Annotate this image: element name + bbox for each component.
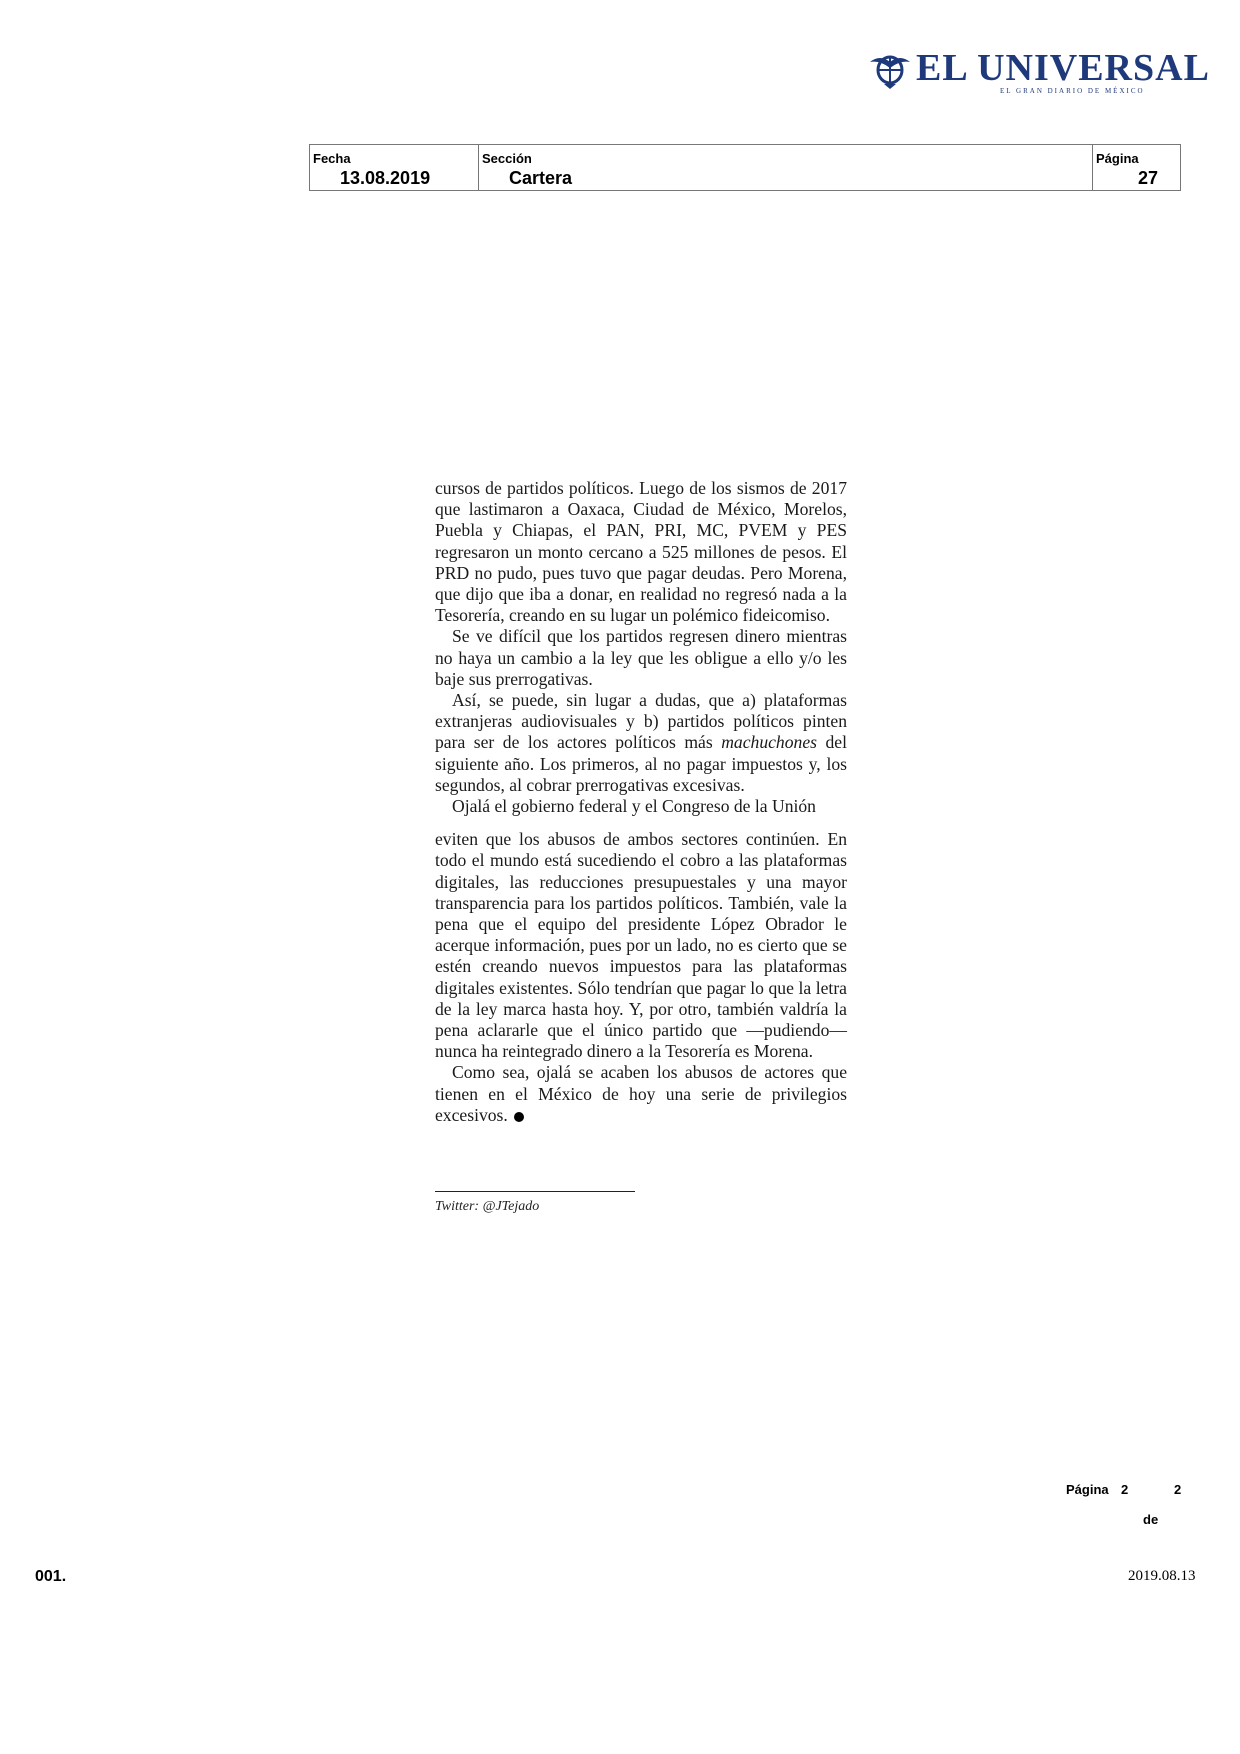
footer-pagina-label: Página — [1066, 1482, 1109, 1497]
author-twitter: Twitter: @JTejado — [435, 1199, 540, 1214]
footer-page-de: de — [1143, 1512, 1159, 1527]
globe-eagle-icon — [868, 50, 912, 90]
fecha-label: Fecha — [313, 151, 351, 166]
seccion-value: Cartera — [509, 168, 573, 188]
article-paragraph: Así, se puede, sin lugar a dudas, que a) plataformas extranjeras audiovisuales y b) partidos políticos pinten para ser de los actores políticos más machuchones del siguiente año. Los primeros, al no pagar impuestos y, los segundos, al cobrar prerrogativas excesivas. — [435, 690, 847, 795]
article-paragraph: Se ve difícil que los partidos regresen dinero mientras no haya un cambio a la ley que les obligue a ello y/o les baje sus prerrogativas. — [435, 626, 847, 689]
article-paragraph: Ojalá el gobierno federal y el Congreso de la Unión — [452, 796, 816, 817]
emphasis-word: machuchones — [721, 732, 817, 753]
article-paragraph-text: Como sea, ojalá se acaben los abusos de actores que tienen en el México de hoy una serie de privilegios excesivos. — [435, 1062, 847, 1125]
logo-tagline: EL GRAN DIARIO DE MÉXICO — [1000, 87, 1145, 95]
pagina-value: 27 — [1138, 168, 1159, 188]
footer-page-total: 2 — [1174, 1482, 1182, 1497]
document-date: 2019.08.13 — [1128, 1568, 1196, 1584]
end-mark-icon — [514, 1112, 524, 1122]
footer-page-current: 2 — [1121, 1482, 1129, 1497]
fecha-cell — [310, 145, 479, 190]
pagina-cell — [1093, 145, 1180, 190]
pagina-label: Página — [1096, 151, 1139, 166]
el-universal-logo — [868, 48, 1222, 98]
article-paragraph-final — [435, 1062, 847, 1126]
article-body — [435, 478, 847, 1126]
clipping-header-table — [309, 144, 1181, 191]
seccion-cell — [479, 145, 1093, 190]
logo-wordmark: EL UNIVERSAL — [916, 47, 1210, 89]
seccion-label: Sección — [482, 151, 532, 166]
byline-divider — [435, 1191, 635, 1192]
article-paragraph: cursos de partidos políticos. Luego de los sismos de 2017 que lastimaron a Oaxaca, Ciudad de México, Morelos, Puebla y Chiapas, el PAN, PRI, MC, PVEM y PES regresaron un monto cercano a 525 millones de pesos. El PRD no pudo, pues tuvo que pagar deudas. Pero Morena, que dijo que iba a donar, en realidad no regresó nada a la Tesorería, creando en su lugar un polémico fideicomiso. — [435, 478, 847, 626]
fecha-value: 13.08.2019 — [340, 168, 431, 188]
article-paragraph: eviten que los abusos de ambos sectores continúen. En todo el mundo está sucediendo el cobro a las plataformas digitales, las reducciones presupuestales y una mayor transparencia para los partidos políticos. También, vale la pena que el equipo del presidente López Obrador le acerque información, pues por un lado, no es cierto que se estén creando nuevos impuestos para las plataformas digitales existentes. Sólo tendrían que pagar lo que la letra de la ley marca hasta hoy. Y, por otro, también valdría la pena aclararle que el único partido que —pudiendo— nunca ha reintegrado dinero a la Tesorería es Morena. — [435, 829, 847, 1062]
document-id: 001. — [35, 1568, 67, 1585]
